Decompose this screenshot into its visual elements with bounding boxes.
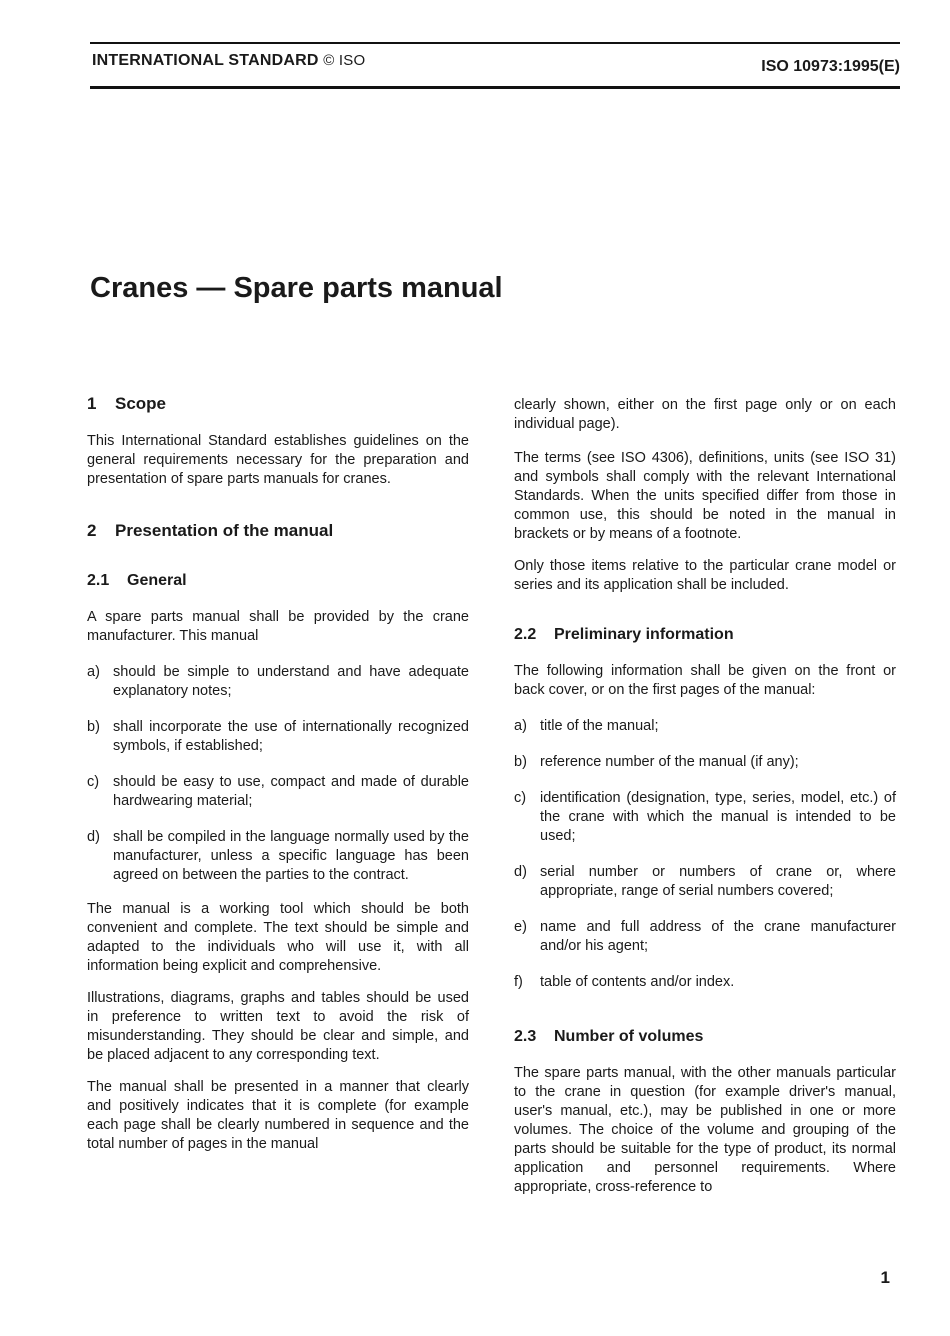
list-text: identification (designation, type, series, model, etc.) of the crane with which the manual is intended to be used; — [540, 790, 896, 844]
subsection-number: 2.3 — [514, 1028, 537, 1045]
continued-paragraph: clearly shown, either on the first page only or on each individual page). — [514, 397, 896, 432]
subsection-title: General — [127, 572, 187, 589]
list-text: title of the manual; — [540, 718, 659, 734]
scope-paragraph: This International Standard establishes guidelines on the general requirements necessary for the preparation and presentation of spare parts manuals for cranes. — [87, 433, 469, 487]
working-tool-paragraph: The manual is a working tool which should be both convenient and complete. The text should be simple and adapted to the individuals who will use it, with all information being explicit and comprehensive. — [87, 901, 469, 974]
list-text: shall be compiled in the language normally used by the manufacturer, unless a specific language has been agreed on between the parties to the contract. — [113, 829, 469, 883]
list-marker: a) — [87, 664, 100, 680]
list-marker: c) — [514, 790, 527, 806]
list-marker: c) — [87, 774, 100, 790]
list-item — [87, 663, 469, 701]
subsection-title: Number of volumes — [554, 1028, 704, 1045]
list-item — [514, 973, 896, 992]
illustrations-paragraph: Illustrations, diagrams, graphs and tables should be used in preference to written text to avoid the risk of misunderstanding. They should be clear and simple, and be placed adjacent to any corresponding text. — [87, 990, 469, 1063]
presentation-paragraph: The manual shall be presented in a manner that clearly and positively indicates that it is complete (for example each page shall be clearly numbered in sequence and the total number of pages in the manual — [87, 1079, 469, 1152]
terms-paragraph: The terms (see ISO 4306), definitions, units (see ISO 31) and symbols shall comply with the relevant International Standards. When the units specified differ from those in common use, this should be noted in the manual in brackets or by means of a footnote. — [514, 450, 896, 542]
volumes-paragraph: The spare parts manual, with the other manuals particular to the crane in question (for example driver's manual, user's manual, etc.), may be published in one or more volumes. The choice of the volume and grouping of the parts should be suitable for the type of product, its normal application and personnel requirements. Where appropriate, cross-reference to — [514, 1065, 896, 1195]
section-number: 2 — [87, 521, 97, 540]
list-marker: b) — [514, 754, 527, 770]
list-text: should be easy to use, compact and made of durable hardwearing material; — [113, 774, 469, 809]
list-item — [87, 718, 469, 756]
subsection-number: 2.2 — [514, 626, 537, 643]
list-marker: d) — [514, 864, 527, 880]
left-column — [87, 388, 469, 1154]
document-title: Cranes — Spare parts manual — [90, 272, 503, 304]
list-item — [514, 753, 896, 772]
list-item — [87, 773, 469, 811]
list-text: reference number of the manual (if any); — [540, 754, 799, 770]
list-item — [514, 789, 896, 846]
section-title: Scope — [115, 394, 167, 413]
list-marker: f) — [514, 974, 523, 990]
section-title: Presentation of the manual — [115, 521, 334, 540]
list-marker: e) — [514, 919, 527, 935]
standard-label — [92, 52, 365, 70]
standard-label-text: INTERNATIONAL STANDARD — [92, 52, 319, 69]
preliminary-intro-paragraph: The following information shall be given on the front or back cover, or on the first pages of the manual: — [514, 663, 896, 698]
header-top-rule — [90, 42, 900, 44]
section-heading-presentation — [87, 521, 469, 541]
subsection-heading-preliminary — [514, 626, 896, 644]
list-item — [514, 918, 896, 956]
subsection-title: Preliminary information — [554, 626, 734, 643]
header-bottom-rule — [90, 86, 900, 89]
section-number: 1 — [87, 394, 97, 413]
list-marker: a) — [514, 718, 527, 734]
list-text: shall incorporate the use of internationally recognized symbols, if established; — [113, 719, 469, 754]
list-text: name and full address of the crane manufacturer and/or his agent; — [540, 919, 896, 954]
subsection-heading-general — [87, 572, 469, 590]
list-marker: b) — [87, 719, 100, 735]
list-text: serial number or numbers of crane or, where appropriate, range of serial numbers covered; — [540, 864, 896, 899]
subsection-number: 2.1 — [87, 572, 110, 589]
list-text: table of contents and/or index. — [540, 974, 735, 990]
right-column — [514, 396, 896, 1197]
subsection-heading-volumes — [514, 1028, 896, 1046]
standard-number: ISO 10973:1995(E) — [761, 58, 900, 75]
list-marker: d) — [87, 829, 100, 845]
general-intro-paragraph: A spare parts manual shall be provided by the crane manufacturer. This manual — [87, 609, 469, 644]
page-number: 1 — [880, 1268, 890, 1287]
section-heading-scope — [87, 394, 469, 414]
list-text: should be simple to understand and have adequate explanatory notes; — [113, 664, 469, 699]
list-item — [87, 828, 469, 885]
copyright-label: © ISO — [323, 52, 366, 69]
list-item — [514, 863, 896, 901]
list-item — [514, 717, 896, 736]
items-paragraph: Only those items relative to the particular crane model or series and its application shall be included. — [514, 558, 896, 593]
